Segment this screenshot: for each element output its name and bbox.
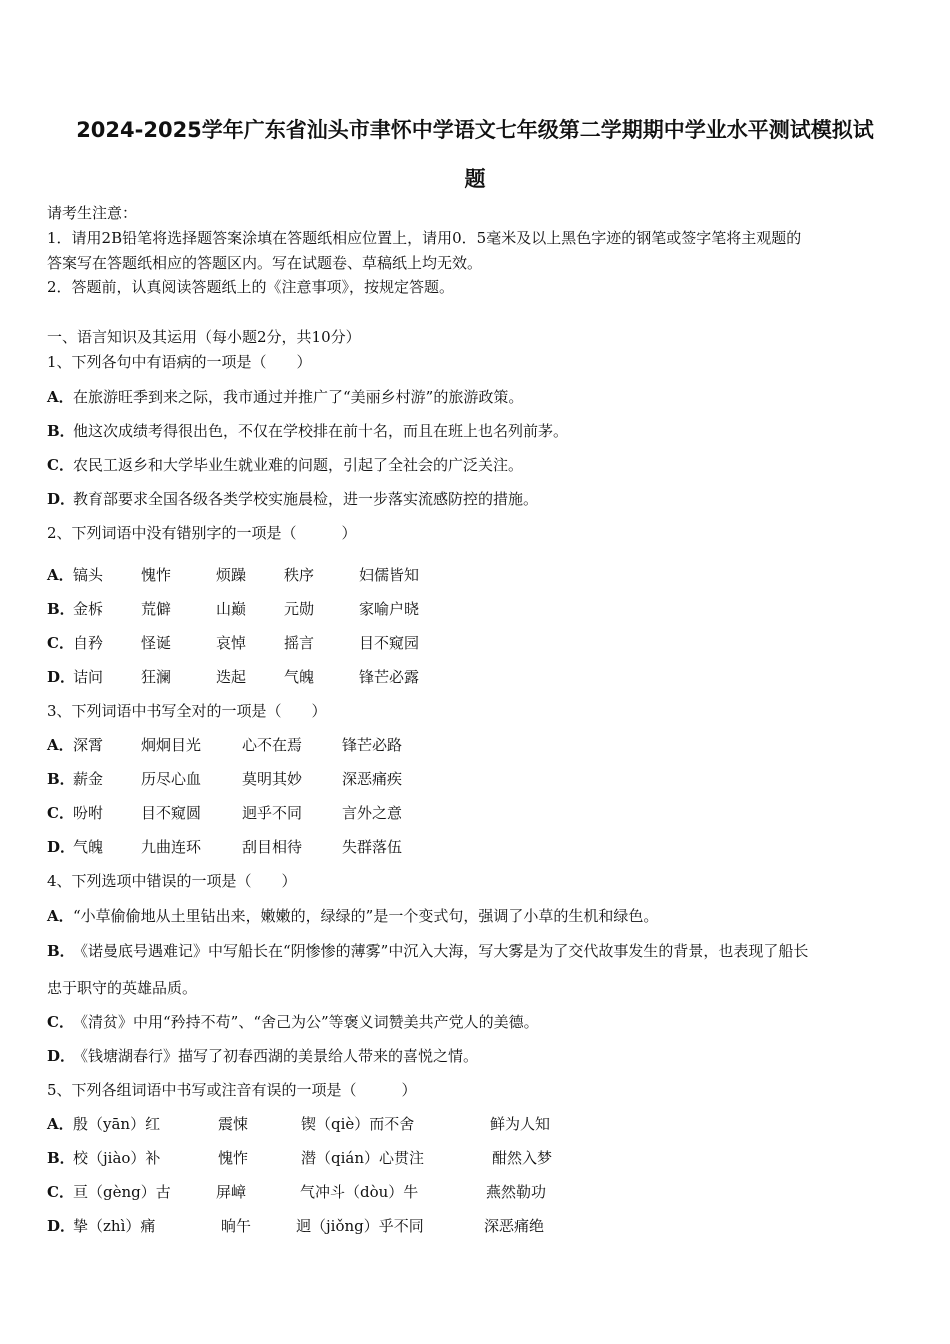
question-5-stem: 5、下列各组词语中书写或注音有误的一项是（ ） [47, 1081, 417, 1099]
option-label: B． [47, 1149, 75, 1167]
option-label: B． [47, 942, 75, 960]
notice-heading: 请考生注意： [47, 204, 138, 222]
question-3-stem: 3、下列词语中书写全对的一项是（ ） [47, 702, 327, 720]
option-label: D． [47, 1217, 76, 1235]
word: 哀悼 [216, 634, 247, 652]
word: 锋芒必路 [342, 736, 403, 754]
word: 山巅 [216, 600, 247, 618]
notice-item-1-continued: 答案写在答题纸相应的答题区内。写在试题卷、草稿纸上均无效。 [47, 254, 483, 272]
word: 妇儒皆知 [359, 566, 420, 584]
exam-title-continued: 题 [464, 167, 486, 191]
option-label: A． [47, 566, 74, 584]
question-2-stem: 2、下列词语中没有错别字的一项是（ ） [47, 524, 357, 542]
word: 酣然入梦 [492, 1149, 553, 1167]
word: 迥（jiǒng）乎不同 [296, 1217, 424, 1235]
word: 镐头 [73, 566, 104, 584]
word: 深恶痛疾 [342, 770, 403, 788]
option-label: C． [47, 456, 74, 474]
word: 殷（yān）红 [73, 1115, 161, 1133]
word: 言外之意 [342, 804, 403, 822]
q1-option-a [47, 386, 523, 407]
word: 挚（zhì）痛 [73, 1217, 156, 1235]
option-label: A． [47, 1115, 74, 1133]
q5-option-c [47, 1181, 73, 1202]
word: 锲（qiè）而不舍 [301, 1115, 415, 1133]
option-label: A． [47, 388, 74, 406]
q1-option-b [47, 420, 568, 441]
q2-option-d [47, 666, 76, 687]
word: 狂澜 [141, 668, 172, 686]
option-label: D． [47, 490, 76, 508]
word: 目不窥园 [359, 634, 420, 652]
word: 迥乎不同 [242, 804, 303, 822]
word: 屏嶂 [216, 1183, 247, 1201]
word: 家喻户晓 [359, 600, 420, 618]
q4-option-b [47, 940, 808, 961]
option-label: D． [47, 668, 76, 686]
q5-option-b [47, 1147, 73, 1168]
word: 气魄 [73, 838, 104, 856]
option-label: B． [47, 422, 75, 440]
q3-option-a [47, 734, 73, 755]
word: 摇言 [284, 634, 315, 652]
word: 晌午 [221, 1217, 252, 1235]
word: 吩咐 [73, 804, 104, 822]
word: 金柝 [73, 600, 104, 618]
option-label: A． [47, 907, 74, 925]
word: 炯炯目光 [141, 736, 202, 754]
q3-option-c [47, 802, 73, 823]
word: 莫明其妙 [242, 770, 303, 788]
word: 深霄 [73, 736, 104, 754]
word: 校（jiào）补 [73, 1149, 161, 1167]
word: 愧怍 [141, 566, 172, 584]
option-label: B． [47, 770, 75, 788]
option-label: C． [47, 1183, 74, 1201]
option-text: 他这次成绩考得很出色，不仅在学校排在前十名，而且在班上也名列前茅。 [73, 422, 569, 440]
option-text: 教育部要求全国各级各类学校实施晨检，进一步落实流感防控的措施。 [73, 490, 539, 508]
q1-option-d [47, 488, 538, 509]
word: 愧怍 [218, 1149, 249, 1167]
q2-option-b [47, 598, 73, 619]
word: 怪诞 [141, 634, 172, 652]
notice-item-1: 1．请用2B铅笔将选择题答案涂填在答题纸相应位置上，请用0．5毫米及以上黑色字迹的钢笔或签字笔将主观题的 [47, 229, 802, 247]
question-1-stem: 1、下列各句中有语病的一项是（ ） [47, 353, 312, 371]
word: 心不在焉 [242, 736, 303, 754]
word: 荒僻 [141, 600, 172, 618]
word: 迭起 [216, 668, 247, 686]
option-text: 《清贫》中用“矜持不苟”、“舍己为公”等褒义词赞美共产党人的美德。 [73, 1013, 539, 1031]
word: 气魄 [284, 668, 315, 686]
word: 元勋 [284, 600, 315, 618]
option-label: B． [47, 600, 75, 618]
word: 潜（qián）心贯注 [301, 1149, 425, 1167]
word: 烦躁 [216, 566, 247, 584]
word: 震悚 [218, 1115, 249, 1133]
word: 失群落伍 [342, 838, 403, 856]
word: 锋芒必露 [359, 668, 420, 686]
word: 气冲斗（dòu）牛 [300, 1183, 419, 1201]
word: 薪金 [73, 770, 104, 788]
word: 燕然勒功 [486, 1183, 547, 1201]
q3-option-b [47, 768, 73, 789]
question-4-stem: 4、下列选项中错误的一项是（ ） [47, 872, 297, 890]
q4-option-b-continued: 忠于职守的英雄品质。 [47, 979, 198, 997]
option-label: A． [47, 736, 74, 754]
word: 深恶痛绝 [484, 1217, 545, 1235]
q2-option-c [47, 632, 73, 653]
option-text: 农民工返乡和大学毕业生就业难的问题，引起了全社会的广泛关注。 [73, 456, 524, 474]
word: 诘问 [73, 668, 104, 686]
q5-option-d [47, 1215, 76, 1236]
section-heading: 一、语言知识及其运用（每小题2分，共10分） [47, 328, 361, 346]
option-text: 《诺曼底号遇难记》中写船长在“阴惨惨的薄雾”中沉入大海，写大雾是为了交代故事发生的背景，也表现了船长 [73, 942, 809, 960]
q4-option-a [47, 905, 658, 926]
q4-option-c [47, 1011, 539, 1032]
option-text: 《钱塘湖春行》描写了初春西湖的美景给人带来的喜悦之情。 [73, 1047, 479, 1065]
q2-option-a [47, 564, 73, 585]
notice-item-2: 2．答题前，认真阅读答题纸上的《注意事项》，按规定答题。 [47, 278, 455, 296]
option-label: C． [47, 634, 74, 652]
word: 目不窥圆 [141, 804, 202, 822]
option-label: C． [47, 804, 74, 822]
q3-option-d [47, 836, 76, 857]
option-text: “小草偷偷地从土里钻出来，嫩嫩的，绿绿的”是一个变式句，强调了小草的生机和绿色。 [73, 907, 659, 925]
word: 九曲连环 [141, 838, 202, 856]
exam-title: 2024-2025学年广东省汕头市聿怀中学语文七年级第二学期期中学业水平测试模拟试 [76, 118, 874, 142]
word: 刮目相待 [242, 838, 303, 856]
word: 历尽心血 [141, 770, 202, 788]
option-label: C． [47, 1013, 74, 1031]
word: 鲜为人知 [490, 1115, 551, 1133]
word: 秩序 [284, 566, 315, 584]
option-label: D． [47, 838, 76, 856]
q5-option-a [47, 1113, 73, 1134]
q1-option-c [47, 454, 523, 475]
option-label: D． [47, 1047, 76, 1065]
word: 亘（gèng）古 [73, 1183, 171, 1201]
word: 自矜 [73, 634, 104, 652]
q4-option-d [47, 1045, 478, 1066]
option-text: 在旅游旺季到来之际，我市通过并推广了“美丽乡村游”的旅游政策。 [73, 388, 524, 406]
